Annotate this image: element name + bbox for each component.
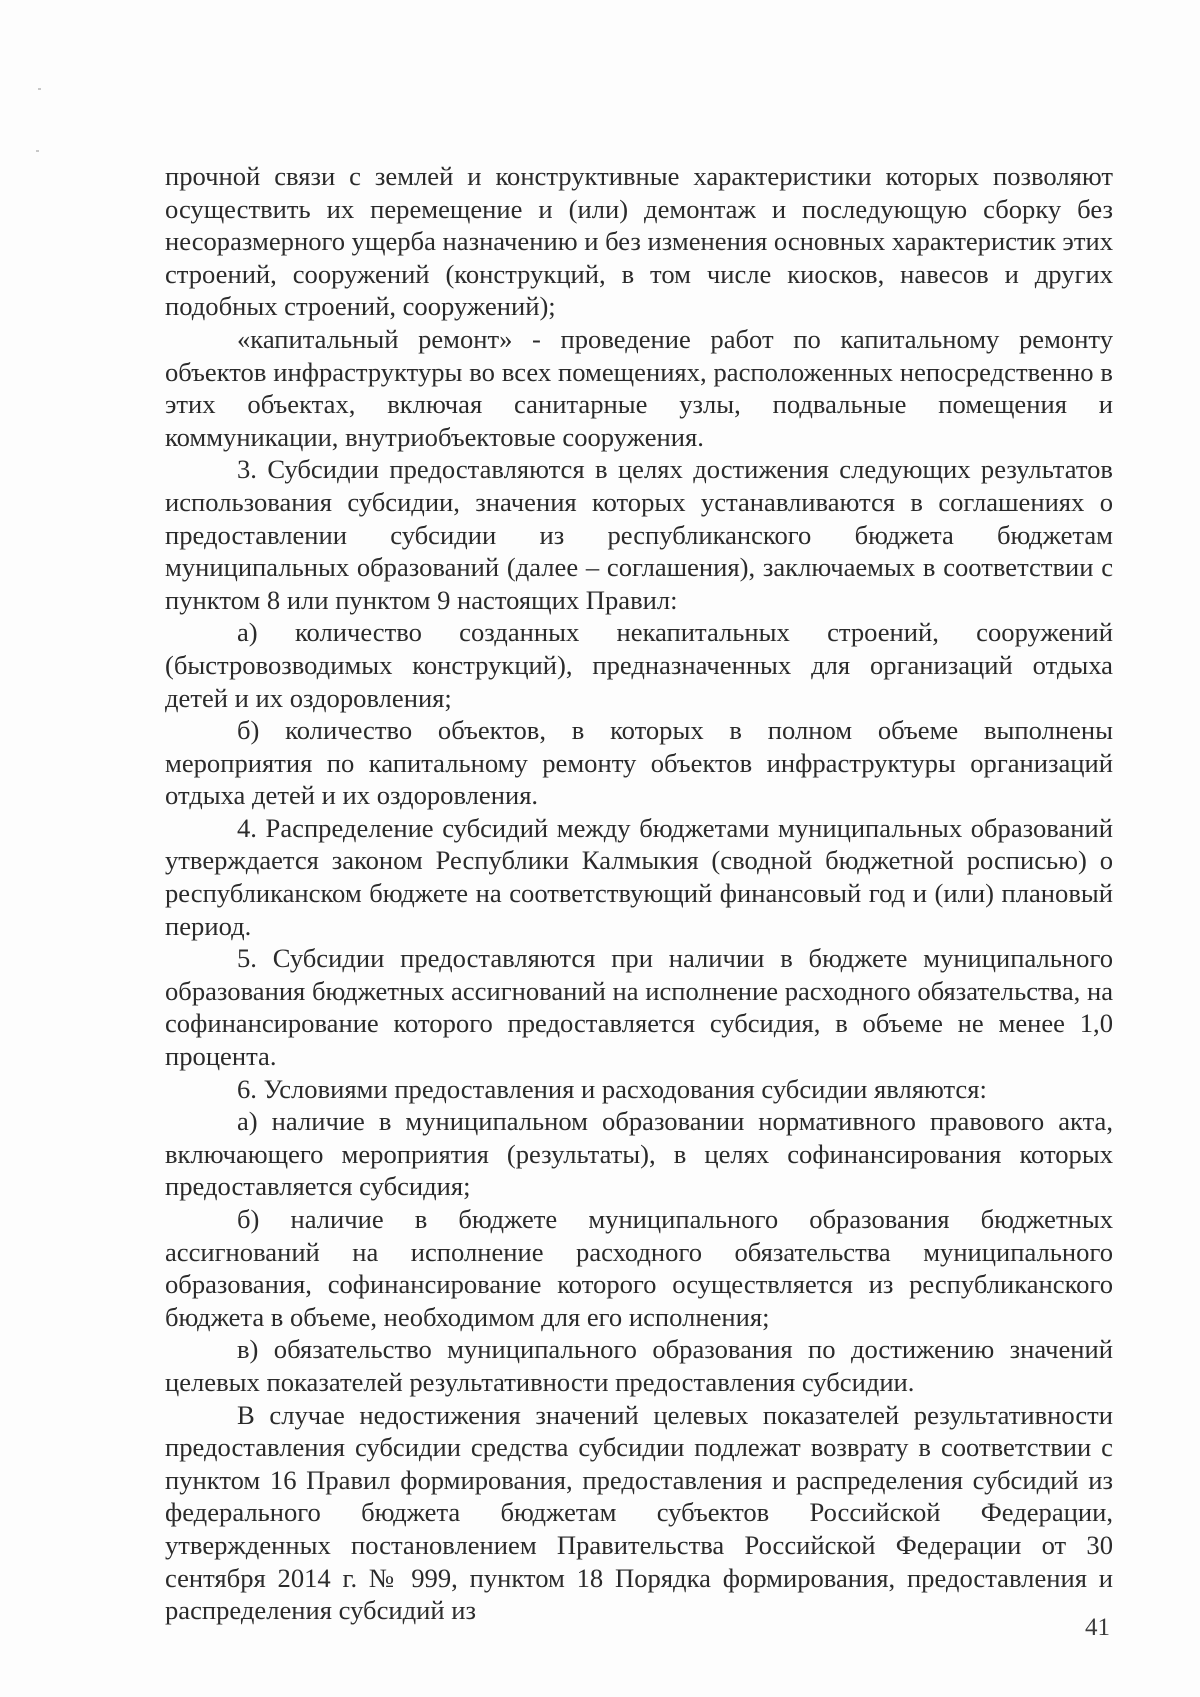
paragraph-non-achievement: В случае недостижения значений целевых показателей результативности предоставления субсидии средства субсидии подлежат возврату в соответствии с пунктом 16 Правил формирования, предоставления и распределения субсидий из федерального бюджета бюджетам субъектов Российской Федерации, утвержденных постановлением Правительства Российской Федерации от 30 сентября 2014 г. № 999, пунктом 18 Порядка формирования, предоставления и распределения субсидий из [165, 1399, 1113, 1626]
paragraph-3a: а) количество созданных некапитальных строений, сооружений (быстровозводимых конструкций), предназначенных для организаций отдыха детей и их оздоровления; [165, 617, 1113, 713]
scan-speck [38, 88, 41, 90]
document-body [165, 160, 1113, 1627]
scan-speck [36, 150, 39, 152]
paragraph-3: 3. Субсидии предоставляются в целях достижения следующих результатов использования субсидии, значения которых устанавливаются в соглашениях о предоставлении субсидии из республиканского бюджета бюджетам муниципальных образований (далее – соглашения), заключаемых в соответствии с пунктом 8 или пунктом 9 настоящих Правил: [165, 454, 1113, 615]
page-number: 41 [1085, 1614, 1110, 1641]
paragraph-continuation: прочной связи с землей и конструктивные характеристики которых позволяют осуществить их перемещение и (или) демонтаж и последующую сборку без несоразмерного ущерба назначению и без изменения основных характеристик этих строений, сооружений (конструкций, в том числе киосков, навесов и других подобных строений, сооружений); [165, 161, 1113, 322]
paragraph-capital-repair: «капитальный ремонт» - проведение работ по капитальному ремонту объектов инфраструктуры во всех помещениях, расположенных непосредственно в этих объектах, включая санитарные узлы, подвальные помещения и коммуникации, внутриобъектовые сооружения. [165, 323, 1113, 452]
paragraph-6v: в) обязательство муниципального образования по достижению значений целевых показателей результативности предоставления субсидии. [165, 1334, 1113, 1397]
paragraph-3b: б) количество объектов, в которых в полном объеме выполнены мероприятия по капитальному ремонту объектов инфраструктуры организаций отдыха детей и их оздоровления. [165, 715, 1113, 811]
paragraph-6b: б) наличие в бюджете муниципального образования бюджетных ассигнований на исполнение расходного обязательства муниципального образования, софинансирование которого осуществляется из республиканского бюджета в объеме, необходимом для его исполнения; [165, 1204, 1113, 1332]
paragraph-5: 5. Субсидии предоставляются при наличии в бюджете муниципального образования бюджетных ассигнований на исполнение расходного обязательства, на софинансирование которого предоставляется субсидия, в объеме не менее 1,0 процента. [165, 943, 1113, 1072]
paragraph-4: 4. Распределение субсидий между бюджетами муниципальных образований утверждается законом Республики Калмыкия (сводной бюджетной росписью) о республиканском бюджете на соответствующий финансовый год и (или) плановый период. [165, 812, 1113, 941]
paragraph-6a: а) наличие в муниципальном образовании нормативного правового акта, включающего мероприятия (результаты), в целях софинансирования которых предоставляется субсидия; [165, 1106, 1113, 1202]
paragraph-6: 6. Условиями предоставления и расходования субсидии являются: [237, 1073, 987, 1104]
